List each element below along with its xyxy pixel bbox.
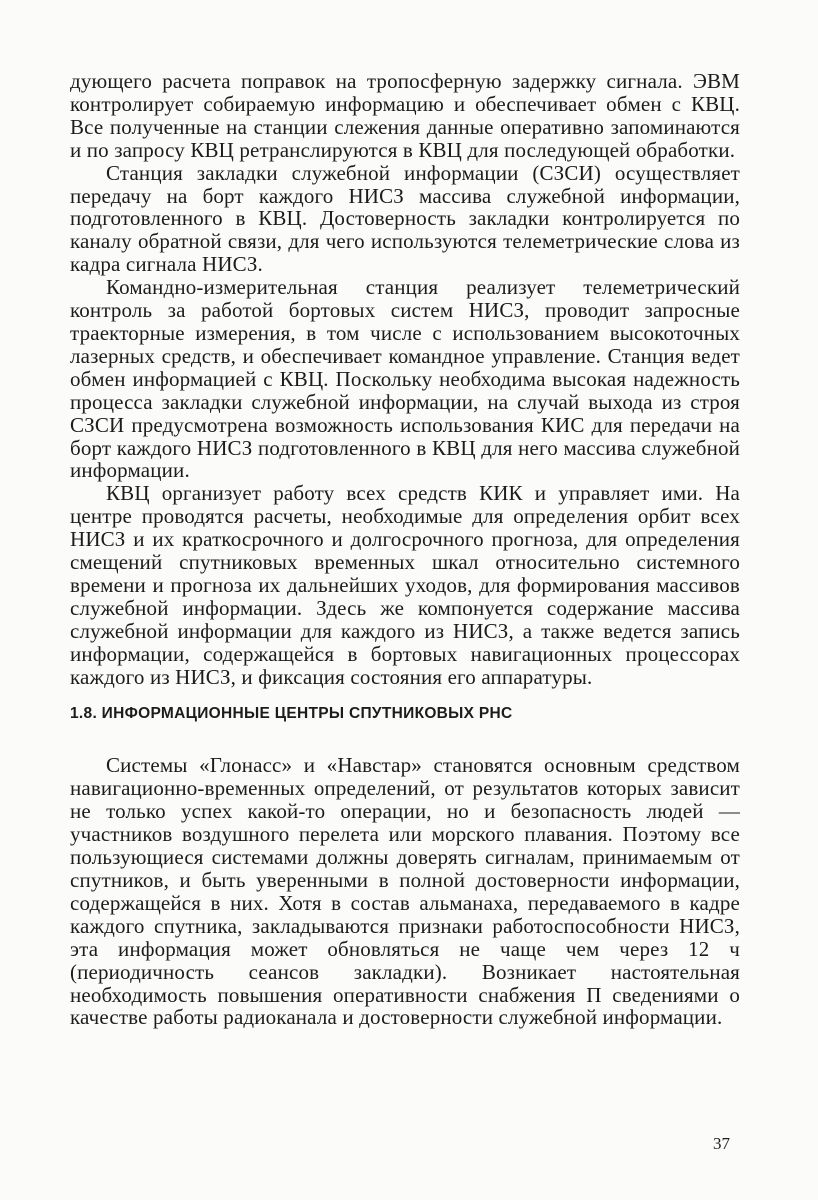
page-number: 37 — [713, 1134, 730, 1153]
paragraph-continuation: дующего расчета поправок на тропосферную задержку сигнала. ЭВМ контролирует собираемую информацию и обеспечивает обмен с КВЦ. Все полученные на станции слежения данные оперативно запоминаются и по запросу КВЦ ретранслируются в КВЦ для последующей обработки. — [70, 69, 740, 162]
paragraph-glonass-navstar: Системы «Глонасс» и «Навстар» становятся основным средством навигационно-временных определений, от результатов которых зависит не только успех какой-то операции, но и безопасность людей — участников воздушного перелета или морского плавания. Поэтому все пользующиеся системами должны доверять сигналам, принимаемым от спутников, и быть уверенными в полной достоверности информации, содержащейся в них. Хотя в состав альманаха, передаваемого в кадре каждого спутника, закладываются признаки работоспособности НИСЗ, эта информация может обновляться не чаще чем через 12 ч (периодичность сеансов закладки). Возникает настоятельная необходимость повышения оперативности снабжения П сведениями о качестве работы радиоканала и достоверности служебной информации. — [70, 753, 740, 1030]
paragraph-szsi: Станция закладки служебной информации (СЗСИ) осуществляет передачу на борт каждого НИСЗ массива служебной информации, подготовленного в КВЦ. Достоверность закладки контролируется по каналу обратной связи, для чего используются телеметрические слова из кадра сигнала НИСЗ. — [70, 160, 740, 277]
paragraph-kis: Командно-измерительная станция реализует телеметрический контроль за работой бортовых систем НИСЗ, проводит запросные траекторные измерения, в том числе с использованием высокоточных лазерных средств, и обеспечивает командное управление. Станция ведет обмен информацией с КВЦ. Поскольку необходима высокая надежность процесса закладки служебной информации, на случай выхода из строя СЗСИ предусмотрена возможность использования КИС для передачи на борт каждого НИСЗ подготовленного в КВЦ для него массива служебной информации. — [70, 275, 740, 483]
paragraph-kvc: КВЦ организует работу всех средств КИК и управляет ими. На центре проводятся расчеты, необходимые для определения орбит всех НИСЗ и их краткосрочного и долгосрочного прогноза, для определения смещений спутниковых временных шкал относительно системного времени и прогноза их дальнейших уходов, для формирования массивов служебной информации. Здесь же компонуется содержание массива служебной информации для каждого из НИСЗ, а также ведется запись информации, содержащейся в бортовых навигационных процессорах каждого из НИСЗ, и фиксация состояния его аппаратуры. — [70, 481, 740, 689]
book-page — [70, 70, 740, 1029]
section-heading: 1.8. ИНФОРМАЦИОННЫЕ ЦЕНТРЫ СПУТНИКОВЫХ РНС — [70, 705, 513, 723]
